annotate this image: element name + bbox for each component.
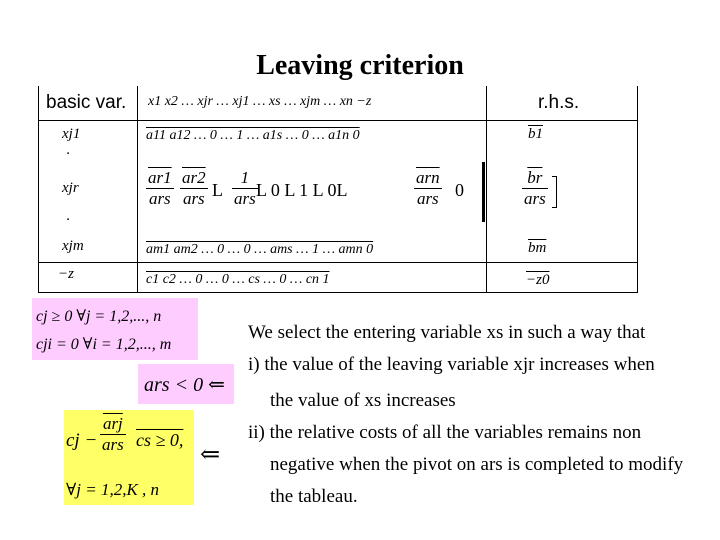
basic-xjm: xjm (62, 238, 84, 254)
basic-xjr: xjr (62, 180, 79, 196)
rhs-divider (486, 86, 487, 292)
basic-var-divider (137, 86, 138, 292)
ars-negative-condition: ars < 0 ⇐ (144, 374, 225, 396)
pivot-bracket-right (552, 176, 557, 208)
objective-divider (38, 262, 638, 263)
ratio-condition-box (64, 410, 194, 505)
pivot-row-ellipsis-L: L (212, 180, 223, 200)
explanation-line-1: We select the entering variable xs in such a way that (248, 322, 646, 343)
ars-negative-box (138, 364, 234, 404)
condition-cj-nonnegative: cj ≥ 0 ∀j = 1,2,..., n (36, 308, 162, 325)
explanation-line-6: the tableau. (270, 486, 358, 507)
header-divider (38, 120, 638, 121)
basic-minus-z: −z (58, 266, 74, 282)
header-rhs: r.h.s. (538, 92, 580, 113)
rhs-bm: $\overline{bm}$ (528, 240, 547, 256)
frac-1-ars: 1 $\overline{ars}$ (234, 168, 256, 208)
ratio-lhs: cj − (66, 430, 98, 451)
optimality-conditions-box (32, 298, 198, 360)
table-right-border (637, 86, 638, 292)
pivot-bracket-left (482, 162, 485, 222)
frac-arj-ars: $\overline{arj}$ ars (102, 414, 124, 454)
row-xjm-coefficients: am1 am2 … 0 … 0 … ams … 1 … amn 0 (146, 242, 374, 257)
rhs-minus-z0: −z0 (526, 272, 550, 288)
rhs-b1: b1 (528, 126, 543, 142)
ratio-rhs: cs ≥ 0, (136, 430, 184, 450)
row-xj1-coefficients: a11 a12 … 0 … 1 … a1s … 0 … a1n 0 (146, 128, 360, 143)
explanation-line-3: the value of xs increases (270, 390, 456, 411)
frac-br-ars: $\overline{br}$ $\overline{ars}$ (524, 168, 546, 208)
ellipsis-dot-2: · (66, 212, 70, 228)
ellipsis-dot-1: · (66, 146, 70, 162)
header-variables: x1 x2 … xjr … xj1 … xs … xjm … xn −z (148, 94, 372, 109)
table-bottom-border (38, 292, 638, 293)
explanation-line-2: i) the value of the leaving variable xjr increases when (248, 354, 655, 375)
frac-ar1-ars: ar1 ars (148, 168, 172, 208)
ratio-forall-j: ∀j = 1,2,K , n (66, 480, 160, 499)
table-left-border (38, 86, 39, 292)
pivot-row-zero: 0 (455, 180, 464, 200)
condition-cji-zero: cji = 0 ∀i = 1,2,..., m (36, 336, 172, 353)
header-basic-var: basic var. (46, 92, 127, 113)
basic-xj1: xj1 (62, 126, 81, 142)
row-objective-costs: c1 c2 … 0 … 0 … cs … 0 … cn 1 (146, 272, 330, 287)
slide-title: Leaving criterion (256, 50, 464, 81)
explanation-line-4: ii) the relative costs of all the variables remains non (248, 422, 642, 443)
frac-arn-ars: $\overline{arn}$ ars (416, 168, 440, 208)
explanation-line-5: negative when the pivot on ars is completed to modify (270, 454, 684, 475)
left-arrow-icon: ⇐ (200, 442, 221, 468)
frac-ar2-ars: ar2 ars (182, 168, 206, 208)
pivot-row-middle: L 0 L 1 L 0L (256, 180, 348, 200)
